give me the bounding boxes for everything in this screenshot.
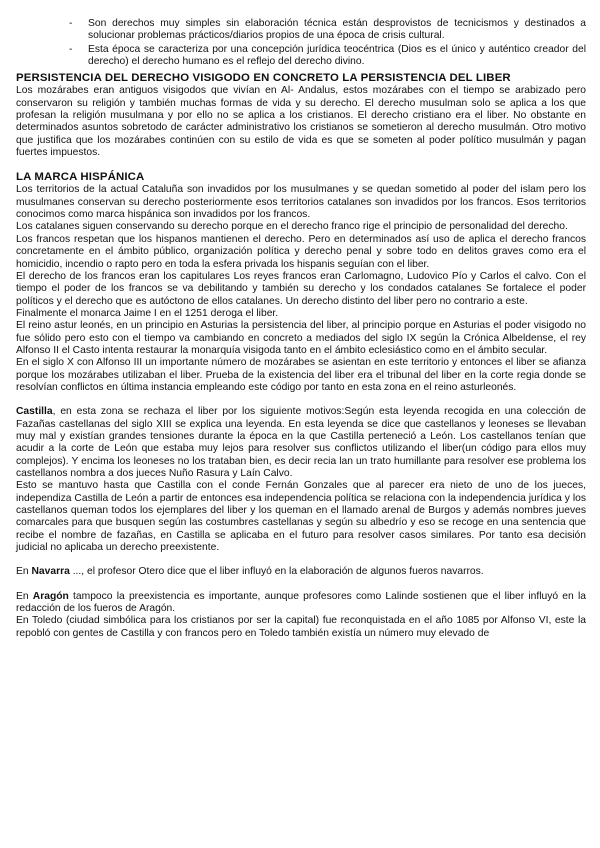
aragon-lead: Aragón	[32, 590, 69, 602]
paragraph-alfonso-iii: En el siglo X con Alfonso III un importante número de mozárabes se asientan en este territorio y entonces el liber se afianza porque los mozárabes utilizaban el liber. Prueba de la existencia del liber era el tribunal del liber en la corte regia donde se resolvían conflictos en última instancia empleando este código por tanto en esta zona en el reino asturleonés.	[16, 357, 586, 393]
paragraph-astur-leones: El reino astur leonés, en un principio en Asturias la persistencia del liber, al principio porque en Asturias el poder visigodo no fue sólido pero esto con el tiempo va cambiando en concreto a mediados del siglo IX según la Crónica Albeldense, el rey Alfonso II el Casto intenta restaurar la monarquía visigoda tanto en el ámbito eclesiástico como en el ámbito secular.	[16, 320, 586, 356]
paragraph-catalanes: Los catalanes siguen conservando su derecho porque en el derecho franco rige el principio de personalidad del derecho.	[16, 221, 568, 233]
section-heading-marca-hispanica: LA MARCA HISPÁNICA	[16, 171, 145, 184]
navarra-text: ..., el profesor Otero dice que el liber influyó en la elaboración de algunos fueros navarros.	[69, 566, 484, 578]
castilla-lead: Castilla	[16, 406, 53, 418]
paragraph-castilla	[16, 406, 586, 480]
paragraph-castilla-2: Esto se mantuvo hasta que Castilla con el conde Fernán Gonzales que al parecer era nieto de uno de los jueces, independiza Castilla de León a partir de entonces esa independencia política se relaciona con la independencia jurídica y los castellanos queman todos los ejemplares del liber y los queman en el llamado arenal de Burgos y además nombres jueves comarcales para que busquen según las costumbres castellanas y según su albedrío y eso se recoge en una sentencia que recibe el nombre de fazañas, en Castilla se aplicaba en el futuro para resolver casos similares. Por tanto esa decisión judicial no aplicaba un derecho preexistente.	[16, 480, 586, 554]
paragraph-capitulares: El derecho de los francos eran los capitulares Los reyes francos eran Carlomagno, Ludovico Pío y Carlos el calvo. Con el tiempo el poder de los francos se va debilitando y también su derecho y los condados catalanes Se fortalece el poder políticos y el derecho que es autóctono de ellos catalanes. Un derecho distinto del liber pero no contrario a este.	[16, 270, 586, 307]
paragraph-territorios: Los territorios de la actual Cataluña son invadidos por los musulmanes y se quedan sometido al poder del islam pero los musulmanes conservan su derecho posteriormente esos territorios catalanes son invadidos por los francos. Esos territorios conocimos como marca hispánica son invadidos por los francos.	[16, 184, 586, 221]
paragraph-toledo: En Toledo (ciudad simbólica para los cristianos por ser la capital) fue reconquistada en el año 1085 por Alfonso VI, este la repobló con gentes de Castilla y con francos pero en Toledo también existía un número muy elevado de	[16, 615, 586, 639]
paragraph-francos: Los francos respetan que los hispanos mantienen el derecho. Pero en determinados así uso de aplica el derecho francos concretamente en el ámbito público, organización política y derecho penal y sobre todo en delitos graves como era el homicidio, incendio o rapto pero en toda la esfera privada los hispanis seguían con el liber.	[16, 233, 586, 270]
aragon-text: tampoco la preexistencia es importante, aunque profesores como Lalinde sostienen que el liber influyó en la redacción de los fueros de Aragón.	[16, 590, 586, 615]
intro-bullet-list	[88, 18, 586, 68]
castilla-text: , en esta zona se rechaza el liber por los siguiente motivos:Según esta leyenda recogida en una colección de Fazañas castellanas del siglo XIII se explica una leyenda. En esta leyenda se dice que castellanos y leoneses se llevaban muy mal y existían grandes tensiones durante la época en la que Castilla perteneció a León. Los castellanos tenían que acudir a la corte de León que estaba muy lejos para resolver sus conflictos utilizando el liber(un código para ellos muy complejos). Y encima los leoneses no los trataban bien, es decir recia lan un trato humillante para resolver ese problema los castellanos nombra a dos jueces Nuño Rasura y Laín Calvo.	[16, 406, 586, 479]
paragraph-mozarabes: Los mozárabes eran antiguos visigodos que vivían en Al- Andalus, estos mozárabes con el tiempo se arabizado pero conservaron su religión y también muchas formas de vida y su derecho. El derecho musulman solo se aplica a los que profesan la religión musulmana y por ello no se aplica a los cristianos. El derecho cristiano era el liber. No obstante en determinados asuntos sobretodo de carácter administrativo los cristianos se sometieron al derecho musulmán. Otro motivo que justifica que los mozárabes continúen con su estilo de vida es que se someten al poder político musulmán y pagan fuertes impuestos.	[16, 85, 586, 159]
bullet-item: - Son derechos muy simples sin elaboración técnica están desprovistos de tecnicismos y destinados a solucionar problemas prácticos/diarios propios de una época de crisis cultural.	[88, 18, 586, 43]
paragraph-navarra: En Navarra ..., el profesor Otero dice que el liber influyó en la elaboración de algunos fueros navarros.	[16, 566, 484, 578]
section-heading-liber: PERSISTENCIA DEL DERECHO VISIGODO EN CONCRETO LA PERSISTENCIA DEL LIBER	[16, 72, 511, 85]
paragraph-aragon: En Aragón tampoco la preexistencia es importante, aunque profesores como Lalinde sostienen que el liber influyó en la redacción de los fueros de Aragón.	[16, 590, 586, 615]
navarra-lead: Navarra	[31, 566, 70, 578]
bullet-item: - Esta época se caracteriza por una concepción jurídica teocéntrica (Dios es el único y auténtico creador del derecho) el derecho humano es el reflejo del derecho divino.	[88, 44, 586, 69]
paragraph-jaime: Finalmente el monarca Jaime I en el 1251 deroga el liber.	[16, 307, 279, 319]
